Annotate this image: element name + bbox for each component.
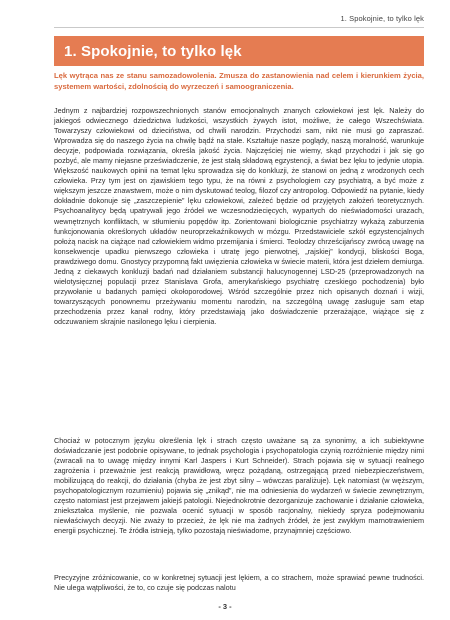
chapter-lead: Lęk wytrąca nas ze stanu samozadowolenia. Zmusza do zastanowienia nad celem i kierunkiem życia, systemem wartości, zdolnością do wyrzeczeń i samoograniczenia. (54, 71, 424, 91)
body-paragraph-3: Precyzyjne zróżnicowanie, co w konkretnej sytuacji jest lękiem, a co strachem, może sprawiać pewne trudności. Nie ulega wątpliwości, że to, co czuje się podczas nalotu (54, 573, 424, 593)
page-number: - 3 - (218, 602, 232, 611)
chapter-title: 1. Spokojnie, to tylko lęk (64, 42, 242, 60)
header-divider (54, 27, 424, 28)
body-paragraph-2: Chociaż w potocznym języku określenia lęk i strach często uważane są za synonimy, a ich subiektywne doświadczanie jest podobnie opisywane, to jednak psychologia i psychopatologia czynią rozróżnienie między nimi (zwracali na to uwagę między innymi Karl Jaspers i Kurt Schneider). Strach pojawia się w sytuacji realnego zagrożenia i przeważnie jest reakcją prawidłową, wręcz pożądaną, ostrzegającą przed niebezpieczeństwem, mobilizującą do reakcji, do działania (chyba że jest zbyt silny – wówczas paraliżuje). Lęk natomiast (w węższym, psychopatologicznym rozumieniu) pojawia się „znikąd”, nie ma odniesienia do wydarzeń w świecie zewnętrznym, często natomiast jest przejawem jakiejś patologii. Niejednokrotnie dezorganizuje zachowanie i działanie człowieka, zniekształca myślenie, nie pozwala ocenić sytuacji w sposób racjonalny, niekiedy spryza podejmowaniu niewłaściwych decyzji. Nie zważy to przecież, że lęk nie ma żadnych źródeł, że jest zwykłym marnotrawieniem energii psychicznej. Te źródła istnieją, tylko pozostają nieświadome, przynajmniej częściowo. (54, 436, 424, 536)
running-header: 1. Spokojnie, to tylko lęk (340, 14, 424, 23)
chapter-banner (54, 36, 424, 66)
body-paragraph-1: Jednym z najbardziej rozpowszechnionych stanów emocjonalnych znanych człowiekowi jest lęk. Należy do jakiegoś odwiecznego dziedzictwa ludzkości, wszystkich żywych istot, możliwe, że całego Wszechświata. Towarzyszy człowiekowi od dzieciństwa, od chwili narodzin. Przychodzi sam, nikt nie musi go zapraszać. Wprowadza się do naszego życia na chwilę bądź na stałe. Kształtuje nasze poglądy, naszą moralność, warunkuje decyzje, podpowiada rozwiązania, określa jakość życia. Najczęściej nie wiemy, skąd przychodzi i jak się go pozbyć, ale mamy niejasne przeświadczenie, że jest stałą składową egzystencji, a świat bez lęku to jedynie utopia. Większość naukowych opinii na temat lęku sprowadza się do konkluzji, że stanowi on jedną z wrodzonych cech człowieka. Przy tym jest on zjawiskiem tego typu, że na równi z psychologiem czy psychiatrą, a być może z większym jeszcze znawstwem, może o nim dyskutować teolog, filozof czy antropolog. Odpowiedź na pytanie, kiedy dokładnie dokonuje się „zaszczepienie” lęku człowiekowi, zależeć będzie od przyjętych założeń teoretycznych. Psychoanalitycy będą upatrywali jego źródeł we wczesnodziecięcych, wypartych do nieświadomości urazach, wewnętrznych konfliktach, w stłumieniu popędów itp. Zorientowani biologicznie psychiatrzy wykażą zaburzenia funkcjonowania określonych układów neuroprzekaźnikowych w mózgu. Przedstawiciele szkół egzystencjalnych położą nacisk na ciążące nad człowiekiem widmo przemijania i śmierci. Teolodzy chrześcijańscy zwrócą uwagę na konsekwencje upadku pierwszego człowieka i utratę jego pierwotnej, „rajskiej” kondycji, bliskości Boga, prawdziwego domu. Gnostycy przypomną fakt uwięzienia człowieka w świecie materii, która jest dziełem demiurga. Jedną z ciekawych konkluzji badań nad działaniem substancji halucynogennej LSD-25 (przeprowadzonych na wielotysięcznej populacji przez Stanislava Grofa, amerykańskiego psychiatrę czeskiego pochodzenia) było przywołanie u badanych pamięci okołoporodowej. Wśród szczególnie przez nich opisanych doznań i wizji, towarzyszących ponownemu przeżywaniu momentu narodzin, na szczególną uwagę zasługuje sam etap przechodzenia przez kanał rodny, który przedstawiają jako doświadczenie przerażające, wiążące się z odczuwaniem skrajnie nasilonego lęku i cierpienia. (54, 106, 424, 326)
